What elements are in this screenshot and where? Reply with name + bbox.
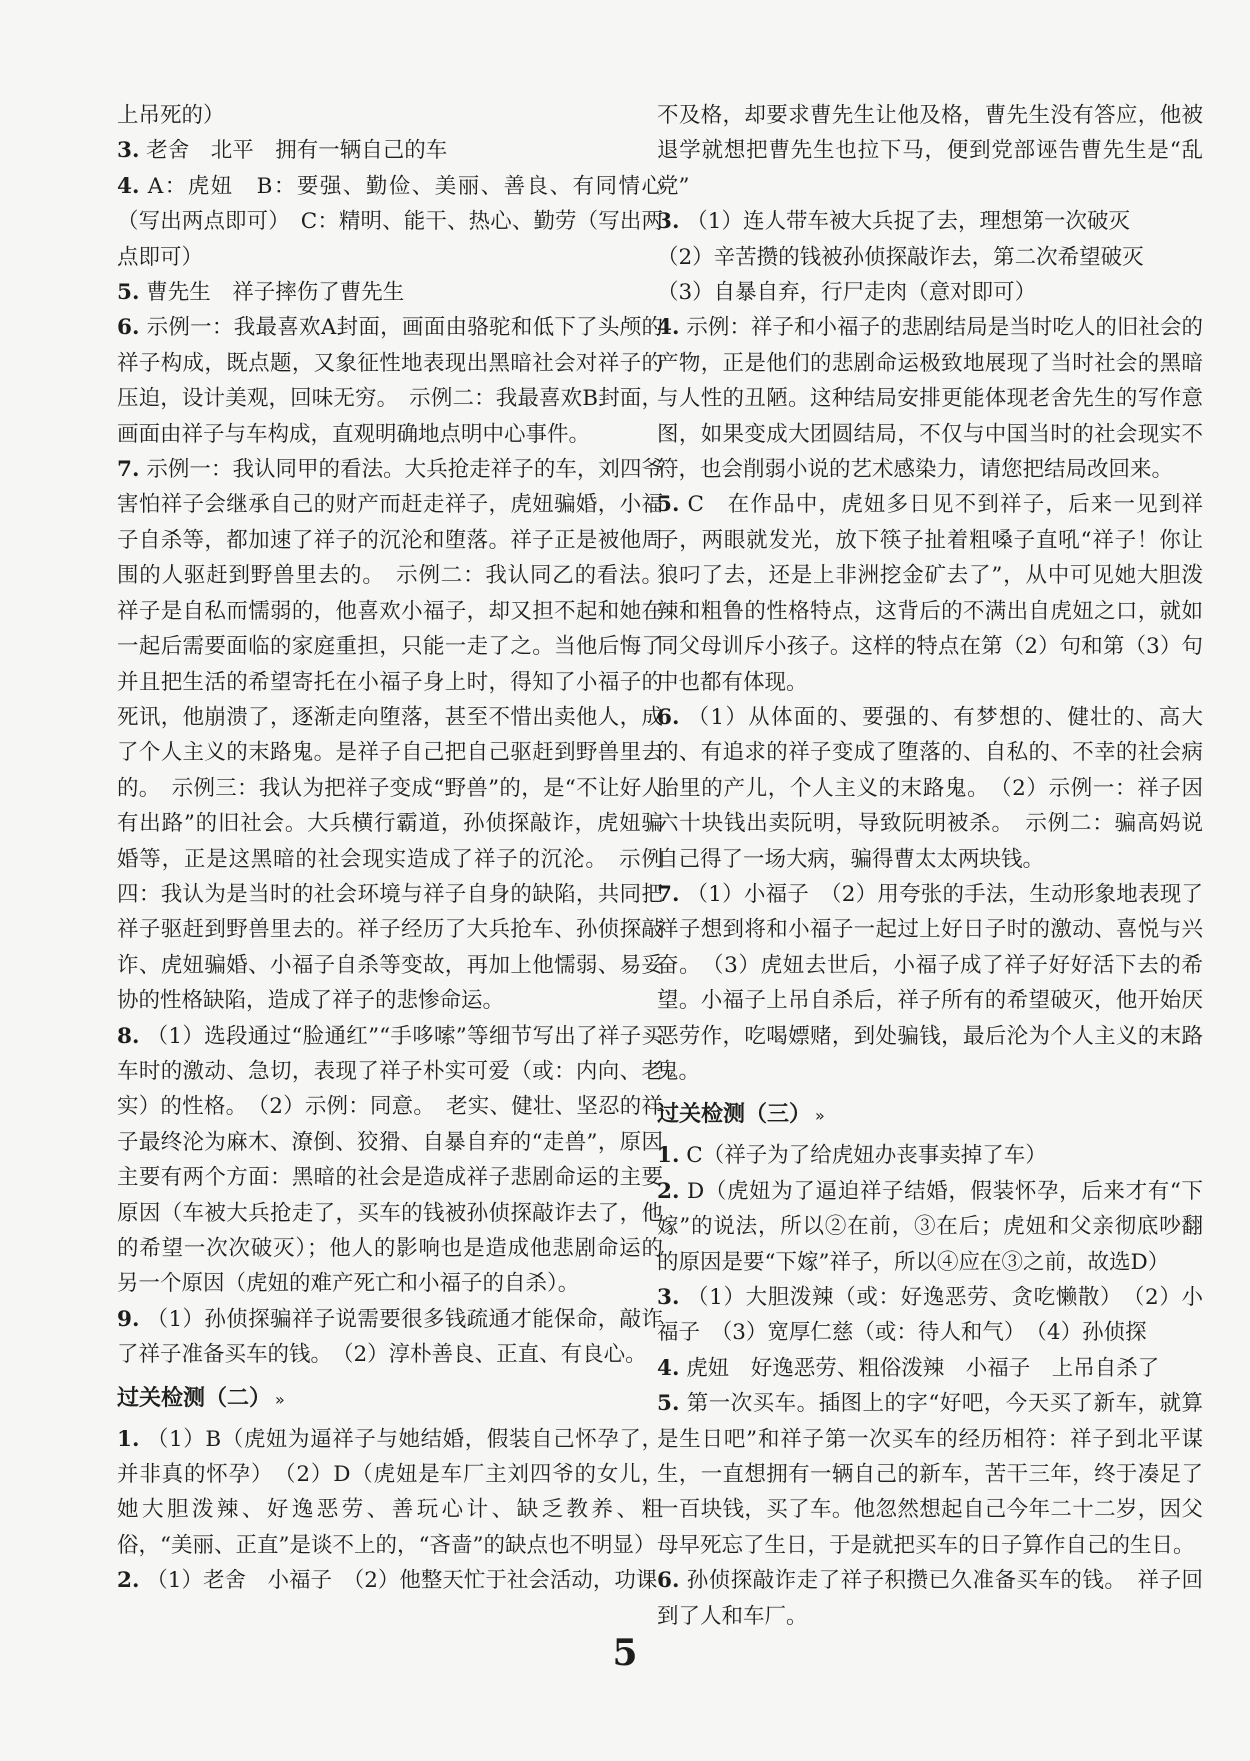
answer-text: （1）选段通过“脸通红”“手哆嗦”等细节写出了祥子买车时的激动、急切，表现了祥子朴实可爱（或：内向、老实）的性格。 （2）示例：同意。 老实、健壮、坚忍的祥子最终沦为麻木、潦倒、狡猾、自暴自弃的“走兽”，原因主要有两个方面：黑暗的社会是造成祥子悲剧命运的主要原因（车被大兵抢走了，买车的钱被孙侦探敲诈去了，他的希望一次次破灭）；他人的影响也是造成他悲剧命运的另一个原因（虎妞的难产死亡和小福子的自杀）。 bbox=[117, 1023, 663, 1297]
answer-text: A：虎妞 B：要强、勤俭、美丽、善良、有同情心（写出两点即可） C：精明、能干、热心、勤劳（写出两点即可） bbox=[117, 173, 663, 270]
right-column bbox=[657, 98, 1203, 1634]
answer-item bbox=[117, 133, 663, 168]
answer-text: （1）孙侦探骗祥子说需要很多钱疏通才能保命，敲诈了祥子准备买车的钱。 （2）淳朴善良、正直、有良心。 bbox=[117, 1306, 663, 1368]
answer-text: 孙侦探敲诈走了祥子积攒已久准备买车的钱。 祥子回到了人和车厂。 bbox=[657, 1568, 1203, 1629]
answer-item bbox=[657, 240, 1203, 275]
answer-text: （2）辛苦攒的钱被孙侦探敲诈去，第二次希望破灭 bbox=[657, 244, 1144, 270]
answer-item bbox=[117, 1302, 663, 1373]
answer-text: 示例：祥子和小福子的悲剧结局是当时吃人的旧社会的产物，正是他们的悲剧命运极致地展现了当时社会的黑暗与人性的丑陋。这种结局安排更能体现老舍先生的写作意图，如果变成大团圆结局，不仅与中国当时的社会现实不符，也会削弱小说的艺术感染力，请您把结局改回来。 bbox=[657, 315, 1203, 483]
question-number: 3. bbox=[117, 138, 140, 164]
answer-item bbox=[117, 169, 663, 275]
question-number: 5. bbox=[117, 280, 140, 306]
question-number: 8. bbox=[117, 1023, 140, 1049]
answer-text: 曹先生 祥子摔伤了曹先生 bbox=[146, 280, 405, 306]
answer-item bbox=[117, 98, 663, 133]
answer-text: （1）小福子 （2）用夸张的手法，生动形象地表现了祥子想到将和小福子一起过上好日子时的激动、喜悦与兴奋。 （3）虎妞去世后，小福子成了祥子好好活下去的希望。小福子上吊自杀后，祥子所有的希望破灭，他开始厌恶劳作，吃喝嫖赌，到处骗钱，最后沦为个人主义的末路鬼。 bbox=[657, 881, 1203, 1084]
section-heading bbox=[657, 1097, 1203, 1134]
question-number: 4. bbox=[117, 173, 140, 199]
chevron-right-icon: » bbox=[275, 1389, 285, 1409]
section-heading bbox=[117, 1381, 663, 1418]
question-number: 4. bbox=[657, 1355, 680, 1381]
answer-item bbox=[117, 452, 663, 1019]
question-number: 2. bbox=[657, 1178, 680, 1204]
chevron-right-icon: » bbox=[815, 1106, 825, 1126]
question-number: 6. bbox=[657, 704, 680, 730]
page-number: 5 bbox=[612, 1632, 638, 1674]
answer-item bbox=[657, 1563, 1203, 1634]
question-number: 7. bbox=[117, 457, 140, 483]
answer-item bbox=[117, 1019, 663, 1302]
question-number: 3. bbox=[657, 209, 680, 235]
answer-item bbox=[657, 1174, 1203, 1280]
answer-text: （1）从体面的、要强的、有梦想的、健壮的、高大的、有追求的祥子变成了堕落的、自私的、不幸的社会病胎里的产儿，个人主义的末路鬼。 （2）示例一：祥子因六十块钱出卖阮明，导致阮明被杀。 示例二：骗高妈说自己得了一场大病，骗得曹太太两块钱。 bbox=[657, 704, 1203, 872]
answer-item bbox=[117, 1563, 663, 1598]
question-number: 9. bbox=[117, 1306, 140, 1332]
section-heading-text: 过关检测（二） bbox=[117, 1385, 272, 1411]
answer-text: 不及格，却要求曹先生让他及格，曹先生没有答应，他被退学就想把曹先生也拉下马，便到党部诬告曹先生是“乱党” bbox=[657, 103, 1203, 199]
answer-item bbox=[657, 98, 1203, 204]
answer-item bbox=[657, 700, 1203, 877]
column-divider bbox=[644, 98, 645, 1618]
answer-text: 虎妞 好逸恶劳、粗俗泼辣 小福子 上吊自杀了 bbox=[686, 1355, 1160, 1381]
answer-text: 老舍 北平 拥有一辆自己的车 bbox=[146, 138, 448, 164]
answer-text: C 在作品中，虎妞多日见不到祥子，后来一见到祥子，两眼就发光，放下筷子扯着粗嗓子直吼“祥子！你让狼叼了去，还是上非洲挖金矿去了”，从中可见她大胆泼辣和粗鲁的性格特点，这背后的不满出自虎妞之口，就如同父母训斥小孩子。这样的特点在第（2）句和第（3）句中也都有体现。 bbox=[657, 492, 1204, 695]
answer-text: D（虎妞为了逼迫祥子结婚，假装怀孕，后来才有“下嫁”的说法，所以②在前，③在后；虎妞和父亲彻底吵翻的原因是要“下嫁”祥子，所以④应在③之前，故选D） bbox=[657, 1178, 1203, 1275]
question-number: 4. bbox=[657, 315, 680, 341]
answer-text: （3）自暴自弃，行尸走肉（意对即可） bbox=[657, 280, 1037, 306]
question-number: 3. bbox=[657, 1285, 680, 1310]
answer-item bbox=[657, 1280, 1203, 1351]
answer-text: （1）连人带车被大兵捉了去，理想第一次破灭 bbox=[686, 209, 1130, 235]
question-number: 6. bbox=[657, 1568, 680, 1594]
answer-item bbox=[657, 877, 1203, 1089]
answer-text: 示例一：我认同甲的看法。大兵抢走祥子的车，刘四爷害怕祥子会继承自己的财产而赶走祥子，虎妞骗婚，小福子自杀等，都加速了祥子的沉沦和堕落。祥子正是被他周围的人驱赶到野兽里去的。 示例二：我认同乙的看法。祥子是自私而懦弱的，他喜欢小福子，却又担不起和她在一起后需要面临的家庭重担，只能一走了之。当他后悔了并且把生活的希望寄托在小福子身上时，得知了小福子的死讯，他崩溃了，逐渐走向堕落，甚至不惜出卖他人，成了个人主义的末路鬼。是祥子自己把自己驱赶到野兽里去的。 示例三：我认为把祥子变成“野兽”的，是“不让好人有出路”的旧社会。大兵横行霸道，孙侦探敲诈，虎妞骗婚等，正是这黑暗的社会现实造成了祥子的沉沦。 示例四：我认为是当时的社会环境与祥子自身的缺陷，共同把祥子驱赶到野兽里去的。祥子经历了大兵抢车、孙侦探敲诈、虎妞骗婚、小福子自杀等变故，再加上他懦弱、易妥协的性格缺陷，造成了祥子的悲惨命运。 bbox=[117, 457, 663, 1014]
answer-item bbox=[657, 275, 1203, 310]
answer-item bbox=[117, 1422, 663, 1564]
question-number: 5. bbox=[657, 492, 680, 518]
answer-text: （1）B（虎妞为逼祥子与她结婚，假装自己怀孕了，并非真的怀孕） （2）D（虎妞是车厂主刘四爷的女儿，她大胆泼辣、好逸恶劳、善玩心计、缺乏教养、粗俗，“美丽、正直”是谈不上的，“吝啬”的缺点也不明显） bbox=[117, 1426, 663, 1558]
section-heading-text: 过关检测（三） bbox=[657, 1102, 812, 1128]
answer-text: 上吊死的） bbox=[117, 103, 225, 128]
answer-item bbox=[657, 1138, 1203, 1173]
answer-text: （1）老舍 小福子 （2）他整天忙于社会活动，功课 bbox=[146, 1568, 658, 1594]
answer-text: （1）大胆泼辣（或：好逸恶劳、贪吃懒散） （2）小福子 （3）宽厚仁慈（或：待人和气） （4）孙侦探 bbox=[657, 1285, 1203, 1346]
answer-text: C（祥子为了给虎妞办丧事卖掉了车） bbox=[686, 1143, 1047, 1169]
answer-item bbox=[117, 275, 663, 310]
question-number: 2. bbox=[117, 1568, 140, 1594]
answer-item bbox=[657, 1386, 1203, 1563]
question-number: 5. bbox=[657, 1391, 680, 1417]
answer-item bbox=[657, 1351, 1203, 1386]
question-number: 6. bbox=[117, 315, 140, 341]
answer-text: 示例一：我最喜欢A封面，画面由骆驼和低下了头颅的祥子构成，既点题，又象征性地表现出黑暗社会对祥子的压迫，设计美观，回味无穷。 示例二：我最喜欢B封面，画面由祥子与车构成，直观明确地点明中心事件。 bbox=[117, 315, 664, 447]
left-column bbox=[117, 98, 663, 1599]
question-number: 1. bbox=[117, 1426, 140, 1452]
answer-item bbox=[657, 487, 1203, 699]
answer-text: 第一次买车。插图上的字“好吧，今天买了新车，就算是生日吧”和祥子第一次买车的经历相符：祥子到北平谋生，一直想拥有一辆自己的新车，苦干三年，终于凑足了一百块钱，买了车。他忽然想起自己今年二十二岁，因父母早死忘了生日，于是就把买车的日子算作自己的生日。 bbox=[657, 1391, 1203, 1558]
answer-item bbox=[117, 310, 663, 452]
answer-item bbox=[657, 310, 1203, 487]
question-number: 7. bbox=[657, 881, 680, 907]
question-number: 1. bbox=[657, 1143, 680, 1169]
answer-item bbox=[657, 204, 1203, 239]
